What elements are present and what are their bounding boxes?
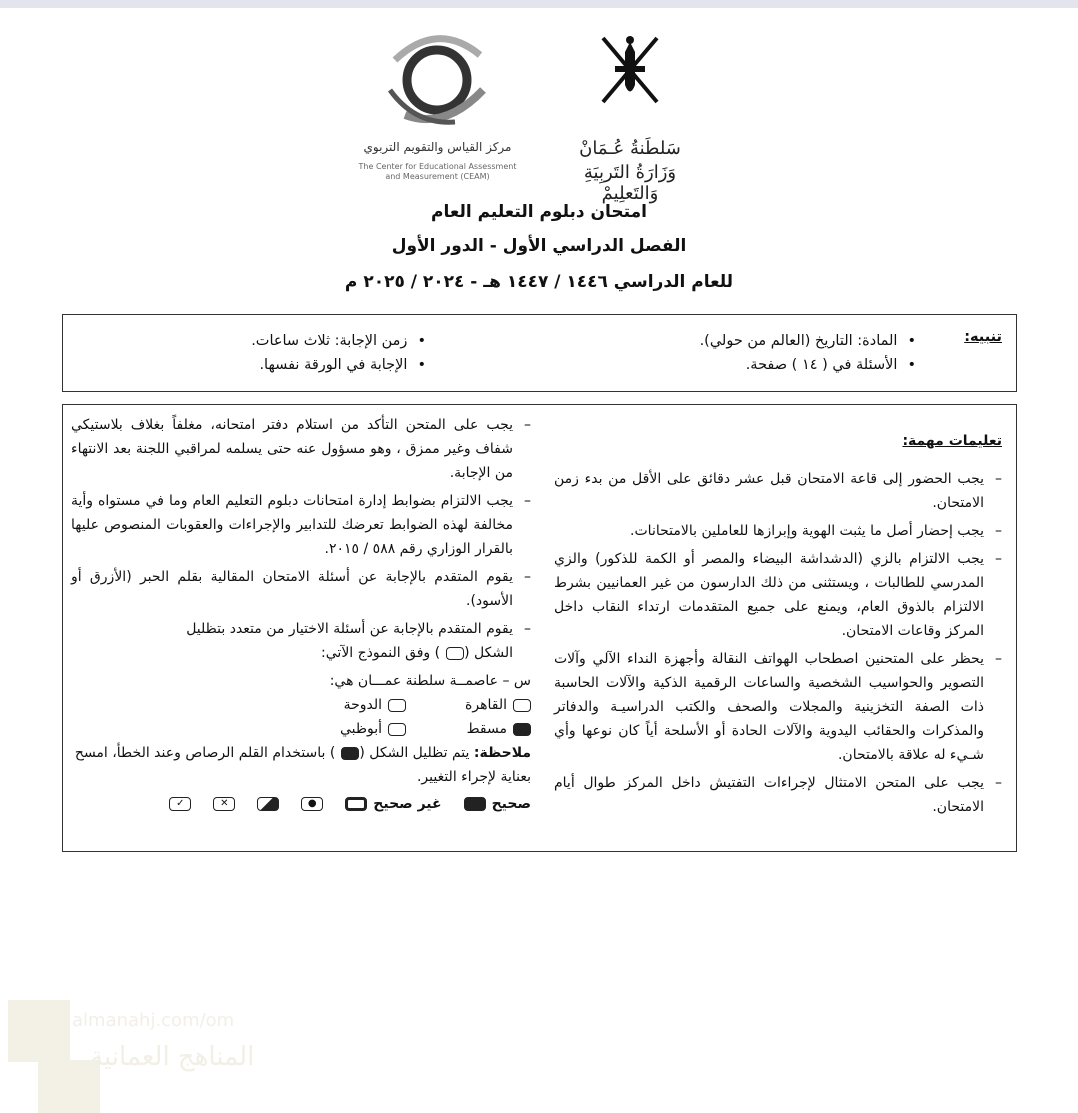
notice-time: • زمن الإجابة: ثلاث ساعات.: [126, 329, 426, 353]
instruction-item: – يجب الالتزام بالزي (الدشداشة البيضاء والمصر أو الكمة للذكور) والزي المدرسي للطالبات ، ويستثنى من ذلك الدارسون من غير العمانيين بشرط الالتزام بالذوق العام، ويمنع على جميع المتقدمات ارتداء النقاب داخل المركز وقاعات الامتحان.: [554, 547, 1002, 643]
option-cairo: [406, 693, 531, 717]
instruction-item: – يجب على المتحن التأكد من استلام دفتر امتحانه، مغلفاً بغلاف بلاستيكي شفاف وغير ممزق ، وهو مسؤول عنه حتى يسلمه لمراقبي اللجنة بعد الانتهاء من الإجابة.: [71, 413, 531, 485]
notice-pages: • الأسئلة في ( ١٤ ) صفحة.: [556, 353, 916, 377]
incorrect-label: غير صحيح: [373, 796, 442, 812]
incorrect-half-bubble-icon: [257, 797, 279, 811]
ministry-name-text: وَزَارَةُ التَربِيَةِ وَالتَعلِيمْ: [583, 162, 677, 204]
notice-column-right: [556, 329, 916, 377]
note-text-a: يتم تظليل الشكل (: [359, 745, 470, 761]
ceam-name-english: [350, 162, 525, 182]
option-label: أبوظبي: [339, 721, 382, 737]
incorrect-cross-bubble-icon: ✕: [213, 797, 235, 811]
filled-bubble-icon: [341, 747, 359, 760]
instructions-column-left: [71, 413, 531, 817]
shading-note: [71, 741, 531, 789]
instruction-item: – يجب على المتحن الامتثال لإجراءات التفتيش داخل المركز طوال أيام الامتحان.: [554, 771, 1002, 819]
option-label: الدوحة: [343, 697, 382, 713]
example-options-row: [71, 693, 531, 717]
empty-bubble-icon: [446, 647, 464, 660]
academic-year-title: للعام الدراسي ١٤٤٦ / ١٤٤٧ هـ - ٢٠٢٤ / ٢٠٢٥ م: [344, 272, 734, 292]
example-options-row: [71, 717, 531, 741]
oman-sultanate-text: سَلطَنةُ عُـمَانْ: [579, 138, 681, 159]
exam-title: امتحان دبلوم التعليم العام: [431, 202, 647, 222]
correct-label: صحيح: [491, 796, 531, 812]
instructions-column-right: [554, 415, 1002, 823]
ceam-name-english-line1: The Center for Educational Assessment: [358, 162, 517, 171]
example-question: [71, 669, 531, 741]
mcq-instruction-text: يقوم المتقدم بالإجابة عن أسئلة الاختيار من متعدد بتظليل: [186, 621, 513, 637]
oman-emblem-icon: [595, 30, 665, 110]
option-label: مسقط: [466, 721, 507, 737]
example-question-text: س – عاصمــة سلطنة عمـــان هي:: [329, 673, 531, 689]
watermark-shape: [8, 1000, 70, 1062]
watermark-url: almanahj.com/om: [72, 1010, 235, 1031]
option-abudhabi: [281, 717, 406, 741]
empty-bubble-icon: [388, 699, 406, 712]
instruction-item: – يجب الحضور إلى قاعة الامتحان قبل عشر دقائق على الأقل من بدء زمن الامتحان.: [554, 467, 1002, 515]
empty-bubble-icon: [388, 723, 406, 736]
ceam-logo: [350, 30, 525, 190]
instructions-box: [62, 404, 1017, 852]
notice-subject: • المادة: التاريخ (العالم من حولي).: [556, 329, 916, 353]
instruction-item: [71, 617, 531, 665]
instruction-item: – يقوم المتقدم بالإجابة عن أسئلة الامتحان المقالية بقلم الحبر (الأزرق أو الأسود).: [71, 565, 531, 613]
notice-label: تنبيه:: [964, 329, 1002, 345]
ceam-name-arabic: مركز القياس والتقويم التربوي: [363, 140, 512, 154]
oman-ministry-logo: [565, 30, 695, 204]
option-muscat: [406, 717, 531, 741]
notice-answer-place: • الإجابة في الورقة نفسها.: [126, 353, 426, 377]
notice-box: [62, 314, 1017, 392]
instruction-item: – يجب الالتزام بضوابط إدارة امتحانات دبلوم التعليم العام وما في مستواه وأية مخالفة لهذه الضوابط تعرضك للتدابير والإجراءات والعقوبات المنصوص عليها بالقرار الوزاري رقم ٥٨٨ / ٢٠١٥.: [71, 489, 531, 561]
instruction-item: – يجب إحضار أصل ما يثبت الهوية وإبرازها للعاملين بالامتحانات.: [554, 519, 1002, 543]
option-doha: [281, 693, 406, 717]
ceam-name-english-line2: and Measurement (CEAM): [385, 172, 490, 181]
filled-bubble-icon: [513, 723, 531, 736]
incorrect-dot-bubble-icon: ●: [301, 797, 323, 811]
empty-bubble-icon: [513, 699, 531, 712]
top-band: [0, 0, 1078, 8]
instructions-heading: تعليمات مهمة:: [902, 433, 1002, 449]
incorrect-check-bubble-icon: ✓: [169, 797, 191, 811]
incorrect-partial-bubble-icon: [345, 797, 367, 811]
ceam-emblem-icon: [385, 30, 490, 135]
marking-examples-row: [71, 791, 531, 817]
correct-filled-bubble-icon: [464, 797, 486, 811]
shape-prefix: الشكل (: [464, 645, 513, 661]
watermark-name: المناهج العمانية: [90, 1042, 255, 1072]
semester-title: الفصل الدراسي الأول - الدور الأول: [391, 236, 687, 256]
instruction-item: – يحظر على المتحنين اصطحاب الهواتف النقالة وأجهزة النداء الآلي وآلات التصوير والحواسيب الشخصية والساعات الرقمية الذكية والآلات الحاسبة ذات الصفة التخزينية والمجلات والصحف والكتب الدراسيـة والدفاتر والمذكرات والحقائب اليدوية والآلات الحادة أو الأسلحة أياً كان نوعها وأي شـيء له علاقة بالامتحان.: [554, 647, 1002, 767]
option-label: القاهرة: [465, 697, 507, 713]
note-text-b: ) باستخدام القلم الرصاص وعند الخطأ، امسح بعناية لإجراء التغيير.: [74, 745, 531, 785]
notice-column-left: [126, 329, 426, 377]
note-label: ملاحظة:: [473, 745, 531, 761]
shape-suffix: ) وفق النموذج الآتي:: [321, 645, 441, 661]
